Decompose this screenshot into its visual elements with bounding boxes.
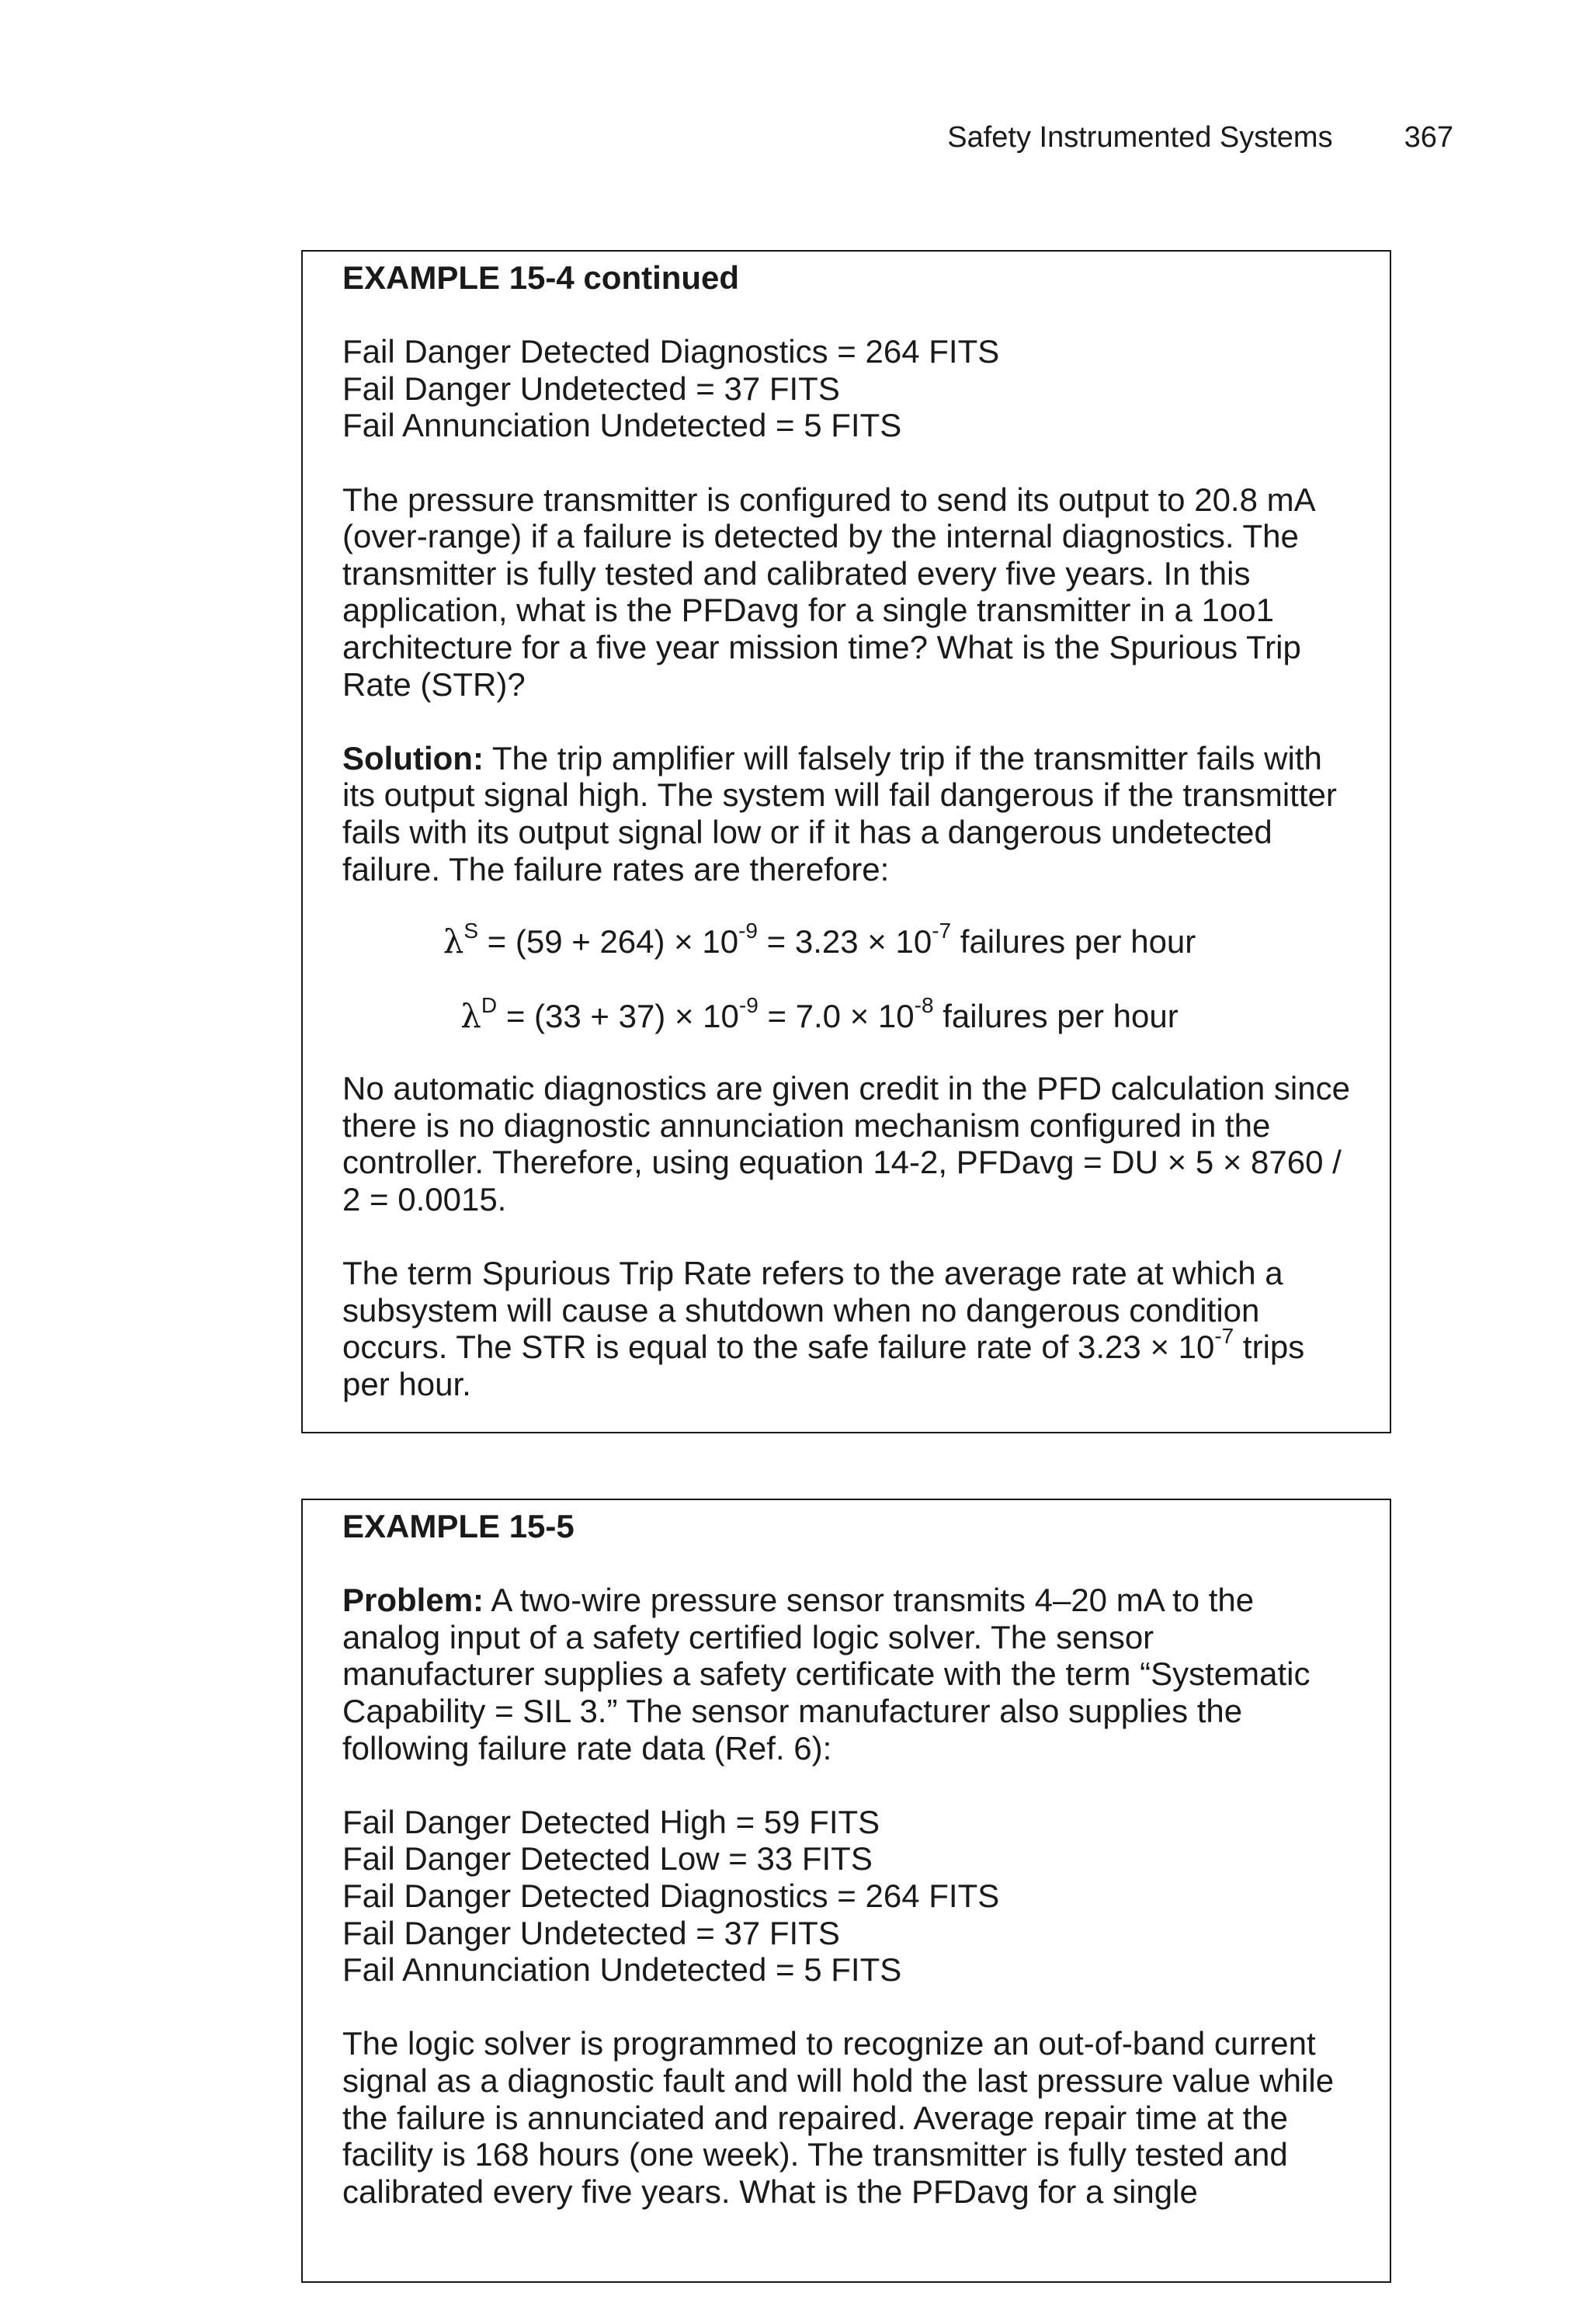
lambda-d-equation — [342, 992, 1351, 1035]
example-heading: EXAMPLE 15-4 continued — [342, 259, 740, 296]
equation-text: = 7.0 × 10 — [758, 997, 915, 1034]
failure-rate-item: Fail Danger Detected Diagnostics = 264 FITS — [342, 1877, 1000, 1914]
solution-label: Solution: — [342, 739, 484, 776]
example-15-4-box — [301, 250, 1391, 1433]
exponent: -7 — [932, 919, 952, 943]
str-paragraph — [342, 1255, 1351, 1402]
lambda-superscript: S — [463, 919, 479, 943]
exponent: -9 — [738, 992, 759, 1017]
str-tail: trips per hour. — [342, 1329, 1305, 1403]
lambda-symbol: λ — [460, 996, 481, 1035]
exponent: -8 — [914, 992, 934, 1017]
problem-paragraph — [342, 1582, 1351, 1766]
page-number: 367 — [1404, 121, 1453, 154]
equation-text: failures per hour — [951, 923, 1196, 961]
failure-rate-item: Fail Danger Undetected = 37 FITS — [342, 370, 840, 407]
question-paragraph: The pressure transmitter is configured to send its output to 20.8 mA (over-range) if a failure is detected by the internal diagnostics. The transmitter is fully tested and calibrated every five years. In this application, what is the PFDavg for a single transmitter in a 1oo1 architecture for a five year mission time? What is the Spurious Trip Rate (STR)? — [342, 481, 1314, 703]
problem-text: A two-wire pressure sensor transmits 4–20 mA to the analog input of a safety certified logic solver. The sensor manufacturer supplies a safety certificate with the term “Systematic Capability = SIL 3.” The sensor manufacturer also supplies the following failure rate data (Ref. 6): — [342, 1582, 1311, 1766]
str-text: The term Spurious Trip Rate refers to the average rate at which a subsystem will cause a shutdown when no dangerous condition occurs. The STR is equal to the safe failure rate of 3.23 × 10 — [342, 1255, 1283, 1366]
diagnostics-paragraph: No automatic diagnostics are given credit in the PFD calculation since there is no diagnostic annunciation mechanism configured in the controller. Therefore, using equation 14-2, PFDavg = DU × 5 × 8760 / 2 = 0.0015. — [342, 1070, 1350, 1218]
failure-rate-list — [342, 333, 1351, 444]
lambda-superscript: D — [481, 992, 498, 1017]
failure-rate-item: Fail Danger Detected Low = 33 FITS — [342, 1840, 873, 1878]
failure-rate-item: Fail Annunciation Undetected = 5 FITS — [342, 1951, 902, 1989]
lambda-symbol: λ — [443, 922, 464, 961]
example-heading: EXAMPLE 15-5 — [342, 1508, 575, 1544]
running-head-title: Safety Instrumented Systems — [947, 121, 1333, 154]
equation-text: failures per hour — [933, 997, 1179, 1034]
failure-rate-item: Fail Danger Detected Diagnostics = 264 FITS — [342, 333, 1000, 370]
solution-paragraph — [342, 740, 1351, 888]
failure-rate-item: Fail Danger Detected High = 59 FITS — [342, 1803, 880, 1840]
exponent: -7 — [1214, 1324, 1234, 1349]
lambda-s-equation — [342, 919, 1351, 961]
solution-text: The trip amplifier will falsely trip if the transmitter fails with its output signal high. The system will fail dangerous if the transmitter fails with its output signal low or if it has a dangerous undetected failure. The failure rates are therefore: — [342, 739, 1337, 888]
equation-text: = 3.23 × 10 — [758, 923, 932, 961]
equation-text: = (59 + 264) × 10 — [478, 923, 739, 961]
problem-label: Problem: — [342, 1582, 484, 1619]
running-head — [0, 120, 1453, 155]
exponent: -9 — [738, 919, 758, 943]
failure-rate-item: Fail Annunciation Undetected = 5 FITS — [342, 407, 902, 444]
example-15-5-box — [301, 1499, 1391, 2283]
equation-text: = (33 + 37) × 10 — [497, 997, 739, 1034]
failure-rate-list — [342, 1804, 1351, 1989]
logic-solver-paragraph: The logic solver is programmed to recognize an out-of-band current signal as a diagnostic fault and will hold the last pressure value while the failure is annunciated and repaired. Average repair time at the facility is 168 hours (one week). The transmitter is fully tested and calibrated every five years. What is the PFDavg for a single — [342, 2025, 1335, 2210]
failure-rate-item: Fail Danger Undetected = 37 FITS — [342, 1914, 840, 1951]
